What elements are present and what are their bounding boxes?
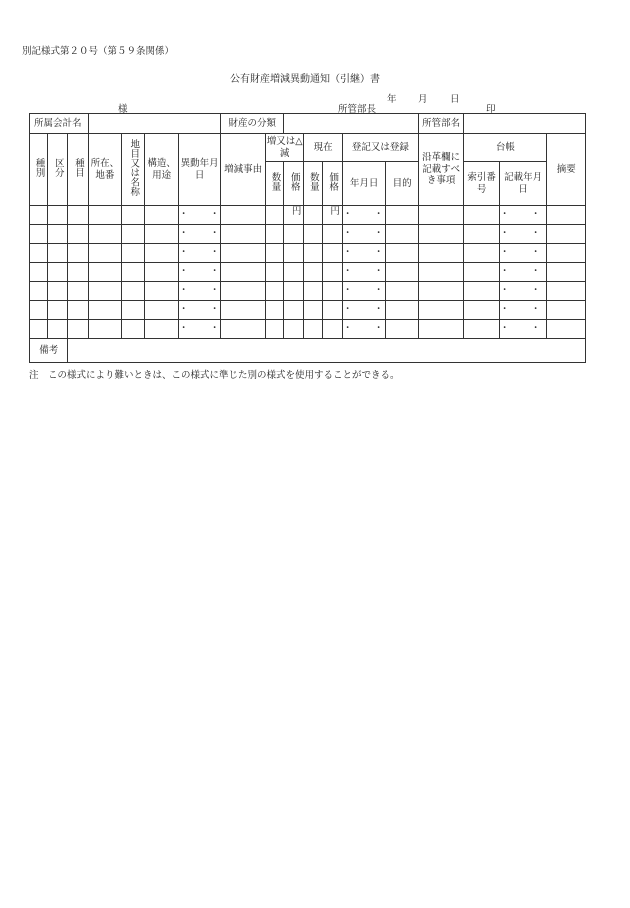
table-cell[interactable] <box>284 282 304 301</box>
table-cell[interactable]: ・ ・ <box>342 225 386 244</box>
table-cell[interactable] <box>464 225 499 244</box>
table-cell[interactable] <box>464 206 499 225</box>
col-ledger-group: 台帳 <box>464 134 547 162</box>
property-change-table <box>29 113 586 363</box>
table-cell[interactable]: 円 <box>322 206 342 225</box>
accounting-field[interactable] <box>88 114 221 134</box>
table-cell[interactable] <box>48 225 68 244</box>
table-cell[interactable] <box>386 225 418 244</box>
col-structure: 構造、用途 <box>145 134 178 206</box>
table-cell[interactable] <box>265 263 283 282</box>
table-cell[interactable]: ・ ・ <box>342 244 386 263</box>
table-cell[interactable] <box>122 263 145 282</box>
header-row-1 <box>30 134 586 162</box>
table-cell[interactable] <box>322 320 342 339</box>
table-cell[interactable]: ・ ・ <box>178 263 221 282</box>
table-cell[interactable] <box>265 206 283 225</box>
table-cell[interactable] <box>68 225 88 244</box>
table-cell[interactable] <box>30 244 48 263</box>
table-cell[interactable] <box>322 301 342 320</box>
form-number: 別記様式第２０号（第５９条関係） <box>22 46 175 57</box>
table-cell[interactable] <box>48 301 68 320</box>
table-row <box>30 263 586 282</box>
table-cell[interactable] <box>322 282 342 301</box>
table-cell[interactable] <box>547 320 586 339</box>
table-cell[interactable] <box>464 301 499 320</box>
table-cell[interactable] <box>284 301 304 320</box>
table-cell[interactable] <box>304 225 322 244</box>
table-cell[interactable] <box>68 320 88 339</box>
col-remarks: 摘要 <box>547 134 586 206</box>
table-cell[interactable] <box>418 244 464 263</box>
col-purpose: 目的 <box>386 162 418 206</box>
date-day: 日 <box>450 94 460 105</box>
col-change-date: 異動年月日 <box>178 134 221 206</box>
table-cell[interactable] <box>122 282 145 301</box>
col-registration-group: 登記又は登録 <box>342 134 418 162</box>
table-cell[interactable]: ・ ・ <box>342 206 386 225</box>
table-cell[interactable]: ・ ・ <box>178 244 221 263</box>
table-cell[interactable] <box>88 244 121 263</box>
table-cell[interactable] <box>322 244 342 263</box>
table-cell[interactable] <box>322 225 342 244</box>
table-cell[interactable] <box>122 301 145 320</box>
footer-label: 備考 <box>30 339 68 363</box>
table-cell[interactable] <box>284 244 304 263</box>
table-cell[interactable]: 円 <box>284 206 304 225</box>
table-cell[interactable] <box>30 225 48 244</box>
table-row <box>30 225 586 244</box>
table-cell[interactable] <box>304 320 322 339</box>
category-label: 財産の分類 <box>221 114 284 134</box>
col-index-no: 索引番号 <box>464 162 499 206</box>
table-cell[interactable] <box>88 301 121 320</box>
table-cell[interactable] <box>30 301 48 320</box>
table-cell[interactable] <box>221 225 266 244</box>
table-cell[interactable] <box>265 282 283 301</box>
table-cell[interactable] <box>304 263 322 282</box>
table-cell[interactable] <box>145 263 178 282</box>
table-cell[interactable] <box>386 206 418 225</box>
table-cell[interactable] <box>68 301 88 320</box>
seal-mark: 印 <box>486 104 496 115</box>
table-cell[interactable] <box>284 320 304 339</box>
table-cell[interactable] <box>322 263 342 282</box>
table-cell[interactable]: ・ ・ <box>342 263 386 282</box>
addressee: 様 <box>118 104 128 115</box>
table-cell[interactable] <box>145 244 178 263</box>
table-cell[interactable] <box>265 244 283 263</box>
table-cell[interactable]: ・ ・ <box>499 244 547 263</box>
table-cell[interactable] <box>418 320 464 339</box>
table-cell[interactable] <box>30 282 48 301</box>
table-cell[interactable] <box>418 282 464 301</box>
table-row <box>30 301 586 320</box>
col-inc-price: 価格 <box>284 162 304 206</box>
table-cell[interactable] <box>304 282 322 301</box>
meta-row <box>30 114 586 134</box>
table-cell[interactable] <box>221 282 266 301</box>
table-cell[interactable]: ・ ・ <box>499 282 547 301</box>
footnote: 注 この様式により難いときは、この様式に準じた別の様式を使用することができる。 <box>29 370 400 381</box>
col-land-use: 地目又は名称 <box>122 134 145 206</box>
table-cell[interactable] <box>547 225 586 244</box>
table-row <box>30 282 586 301</box>
table-cell[interactable] <box>221 301 266 320</box>
table-cell[interactable]: ・ ・ <box>499 225 547 244</box>
table-cell[interactable] <box>48 206 68 225</box>
table-cell[interactable] <box>30 320 48 339</box>
col-current-group: 現在 <box>304 134 342 162</box>
col-subtype: 種目 <box>68 134 88 206</box>
table-cell[interactable] <box>68 263 88 282</box>
table-cell[interactable] <box>304 206 322 225</box>
col-inc-quantity: 数量 <box>265 162 283 206</box>
accounting-label: 所属会計名 <box>30 114 89 134</box>
table-cell[interactable]: ・ ・ <box>178 320 221 339</box>
col-increase-group: 増又は△減 <box>265 134 303 162</box>
table-cell[interactable]: ・ ・ <box>499 301 547 320</box>
table-cell[interactable] <box>30 206 48 225</box>
table-cell[interactable] <box>386 263 418 282</box>
table-cell[interactable] <box>68 244 88 263</box>
table-cell[interactable] <box>386 301 418 320</box>
table-cell[interactable] <box>88 282 121 301</box>
table-cell[interactable] <box>547 206 586 225</box>
department-field[interactable] <box>464 114 586 134</box>
table-cell[interactable]: ・ ・ <box>178 225 221 244</box>
page-title: 公有財産増減異動通知（引継）書 <box>230 74 380 85</box>
table-cell[interactable]: ・ ・ <box>342 320 386 339</box>
table-cell[interactable] <box>547 263 586 282</box>
table-row <box>30 320 586 339</box>
col-cur-price: 価格 <box>322 162 342 206</box>
table-cell[interactable]: ・ ・ <box>499 320 547 339</box>
table-cell[interactable]: ・ ・ <box>178 301 221 320</box>
table-cell[interactable] <box>547 244 586 263</box>
table-cell[interactable] <box>48 320 68 339</box>
table-cell[interactable] <box>464 320 499 339</box>
table-cell[interactable] <box>221 244 266 263</box>
table-cell[interactable] <box>88 225 121 244</box>
table-cell[interactable]: ・ ・ <box>342 282 386 301</box>
table-cell[interactable] <box>145 282 178 301</box>
table-cell[interactable] <box>48 244 68 263</box>
table-cell[interactable] <box>145 320 178 339</box>
table-cell[interactable] <box>464 263 499 282</box>
table-cell[interactable] <box>122 225 145 244</box>
table-cell[interactable] <box>122 206 145 225</box>
table-cell[interactable]: ・ ・ <box>499 263 547 282</box>
col-entry-date: 記載年月日 <box>499 162 547 206</box>
table-cell[interactable] <box>386 244 418 263</box>
col-kind: 種別 <box>30 134 48 206</box>
col-change-reason: 増減事由 <box>221 134 266 206</box>
col-section: 区分 <box>48 134 68 206</box>
table-cell[interactable] <box>386 320 418 339</box>
col-reg-date: 年月日 <box>342 162 386 206</box>
table-cell[interactable] <box>265 301 283 320</box>
table-cell[interactable] <box>48 282 68 301</box>
table-cell[interactable] <box>145 301 178 320</box>
table-cell[interactable] <box>88 320 121 339</box>
table-cell[interactable] <box>88 263 121 282</box>
table-cell[interactable] <box>386 282 418 301</box>
table-cell[interactable] <box>284 263 304 282</box>
table-cell[interactable] <box>464 244 499 263</box>
footer-field[interactable] <box>68 339 586 363</box>
table-cell[interactable] <box>265 225 283 244</box>
date-month: 月 <box>418 94 428 105</box>
table-cell[interactable] <box>418 263 464 282</box>
table-cell[interactable] <box>145 225 178 244</box>
table-row <box>30 206 586 225</box>
table-cell[interactable] <box>304 244 322 263</box>
table-cell[interactable]: ・ ・ <box>342 301 386 320</box>
table-cell[interactable] <box>48 263 68 282</box>
table-cell[interactable] <box>221 206 266 225</box>
col-cur-quantity: 数量 <box>304 162 322 206</box>
table-cell[interactable] <box>418 301 464 320</box>
table-cell[interactable] <box>88 206 121 225</box>
table-cell[interactable] <box>30 263 48 282</box>
table-cell[interactable] <box>464 282 499 301</box>
department-label: 所管部名 <box>418 114 464 134</box>
table-cell[interactable] <box>547 301 586 320</box>
table-cell[interactable] <box>221 320 266 339</box>
table-cell[interactable]: ・ ・ <box>499 206 547 225</box>
table-cell[interactable] <box>418 206 464 225</box>
table-cell[interactable] <box>68 206 88 225</box>
remarks-row <box>30 339 586 363</box>
col-history: 沿革欄に記載すべき事項 <box>418 134 464 206</box>
table-cell[interactable]: ・ ・ <box>178 206 221 225</box>
table-cell[interactable] <box>68 282 88 301</box>
table-cell[interactable] <box>418 225 464 244</box>
category-field[interactable] <box>284 114 419 134</box>
col-location: 所在、地番 <box>88 134 121 206</box>
table-cell[interactable] <box>265 320 283 339</box>
table-cell[interactable] <box>547 282 586 301</box>
table-cell[interactable] <box>284 225 304 244</box>
table-cell[interactable] <box>122 244 145 263</box>
table-row <box>30 244 586 263</box>
manager-label: 所管部長 <box>338 104 377 115</box>
table-cell[interactable]: ・ ・ <box>178 282 221 301</box>
date-year: 年 <box>387 94 397 105</box>
table-cell[interactable] <box>221 263 266 282</box>
table-cell[interactable] <box>304 301 322 320</box>
table-cell[interactable] <box>145 206 178 225</box>
table-cell[interactable] <box>122 320 145 339</box>
